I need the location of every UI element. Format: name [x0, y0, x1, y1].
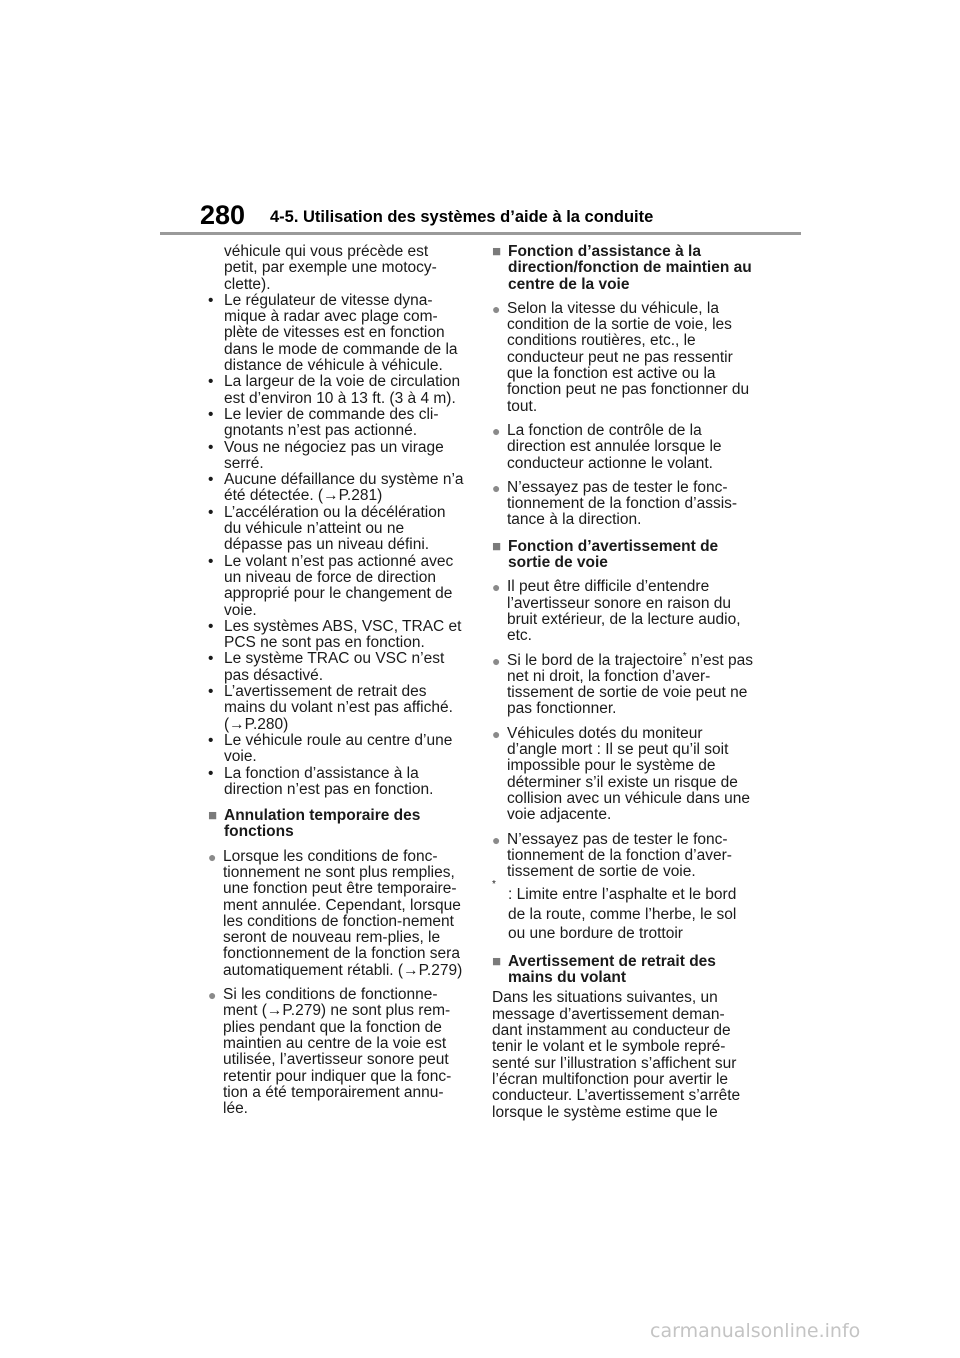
paragraph: ● Selon la vitesse du véhicule, la condition de la sortie de voie, les conditions routières, etc., le conducteur peut ne pas ressentir que la fonction est active ou la fonction peut ne pas fonctionner du tout. — [492, 299, 750, 415]
left-column — [208, 244, 466, 1117]
bullet-item: • L’avertissement de retrait des mains du volant n’est pas affiché. (→P.280) — [208, 683, 453, 733]
bullet-item: • Vous ne négociez pas un virage serré. — [208, 438, 444, 472]
paragraph: ● Si le bord de la trajectoire* n’est pas net ni droit, la fonction d’aver-tissement de sortie de voie peut ne pas fonctionner. — [492, 650, 754, 718]
bullet-item: • Le véhicule roule au centre d’une voie. — [208, 731, 453, 766]
watermark: carmanualsonline.info — [650, 1320, 861, 1342]
square-bullet-icon: ■ — [492, 537, 502, 555]
circle-bullet-icon: ● — [492, 831, 501, 848]
paragraph: Dans les situations suivantes, un message d’avertissement deman-dant instamment au conducteur de tenir le volant et le symbole repré-senté sur l’illustration s’affichent sur l’écran multifonction pour avertir le conducteur. L’avertissement s’arrête lorsque le système estime que le — [492, 989, 741, 1121]
footnote-reference: * — [682, 650, 687, 662]
circle-bullet-icon: ● — [492, 652, 501, 669]
paragraph: ● N’essayez pas de tester le fonc-tionnement de la fonction d’aver-tissement de sortie de voie. — [492, 830, 732, 881]
bullet-item: • Le système TRAC ou VSC n’est pas désactivé. — [208, 650, 445, 684]
bullet-item: • Le régulateur de vitesse dyna-mique à radar avec plage com-plète de vitesses est en fonction dans le mode de commande de la distance de véhicule à véhicule. — [208, 291, 458, 375]
square-bullet-icon: ■ — [492, 243, 502, 260]
paragraph: ● N’essayez pas de tester le fonc-tionnement de la fonction d’assis-tance à la direction. — [492, 478, 738, 529]
bullet-item: • L’accélération ou la décélération du véhicule n’atteint ou ne dépasse pas un niveau défini. — [208, 503, 446, 554]
circle-bullet-icon: ● — [492, 579, 501, 596]
paragraph: ● La fonction de contrôle de la direction est annulée lorsque le conducteur actionne le volant. — [492, 421, 722, 472]
paragraph: ● Il peut être difficile d’entendre l’avertisseur sonore en raison du bruit extérieur, de la lecture audio, etc. — [492, 578, 741, 645]
sub-heading-annulation: ■ Annulation temporaire des fonctions — [208, 807, 421, 841]
footnote: * : Limite entre l’asphalte et le bord de la route, comme l’herbe, le sol ou une bordure de trottoir — [492, 879, 737, 943]
square-bullet-icon: ■ — [492, 952, 502, 970]
bullet-item: • Aucune défaillance du système n’a été détectée. (→P.281) — [208, 471, 464, 505]
square-bullet-icon: ■ — [208, 807, 218, 825]
circle-bullet-icon: ● — [208, 987, 217, 1004]
bullet-item: • Le volant n’est pas actionné avec un niveau de force de direction approprié pour le changement de voie. — [208, 552, 454, 619]
continuation-text: véhicule qui vous précède est petit, par exemple une motocy-clette). — [224, 243, 437, 293]
bullet-item: • Le levier de commande des cli-gnotants n’est pas actionné. — [208, 405, 439, 440]
circle-bullet-icon: ● — [492, 300, 501, 317]
header-rule — [160, 232, 801, 235]
right-column — [492, 244, 754, 1121]
circle-bullet-icon: ● — [492, 725, 501, 742]
circle-bullet-icon: ● — [492, 422, 501, 439]
page-number: 280 — [200, 200, 246, 230]
heading-assistance-direction: ■ Fonction d’assistance à la direction/fonction de maintien au centre de la voie — [492, 243, 752, 293]
paragraph: ● Si les conditions de fonctionne-ment (→P.279) ne sont plus rem-plies pendant que la fonction de maintien au centre de la voie est utilisée, l’avertisseur sonore peut retentir pour indiquer que la fonc-tion a été temporairement annu-lée. — [208, 986, 452, 1118]
circle-bullet-icon: ● — [208, 848, 217, 865]
paragraph: ● Véhicules dotés du moniteur d’angle mort : Il se peut qu’il soit impossible pour le système de déterminer s’il existe un risque de collision avec un véhicule dans une voie adjacente. — [492, 724, 750, 824]
circle-bullet-icon: ● — [492, 479, 501, 496]
heading-retrait-mains: ■ Avertissement de retrait des mains du volant — [492, 952, 716, 987]
bullet-item: • La largeur de la voie de circulation est d’environ 10 à 13 ft. (3 à 4 m). — [208, 373, 461, 407]
bullet-item: • Les systèmes ABS, VSC, TRAC et PCS ne sont pas en fonction. — [208, 617, 462, 652]
bullet-item: • La fonction d’assistance à la direction n’est pas en fonction. — [208, 764, 434, 798]
section-title: 4-5. Utilisation des systèmes d’aide à la conduite — [270, 208, 654, 226]
paragraph: ● Lorsque les conditions de fonc-tionnement ne sont plus remplies, une fonction peut être temporaire-ment annulée. Cependant, lorsque les conditions de fonction-nement seront de nouveau rem-plies, le fonctionnement de la fonction sera automatiquement rétabli. (→P.279) — [208, 847, 463, 979]
heading-avertissement-sortie: ■ Fonction d’avertissement de sortie de voie — [492, 537, 719, 572]
